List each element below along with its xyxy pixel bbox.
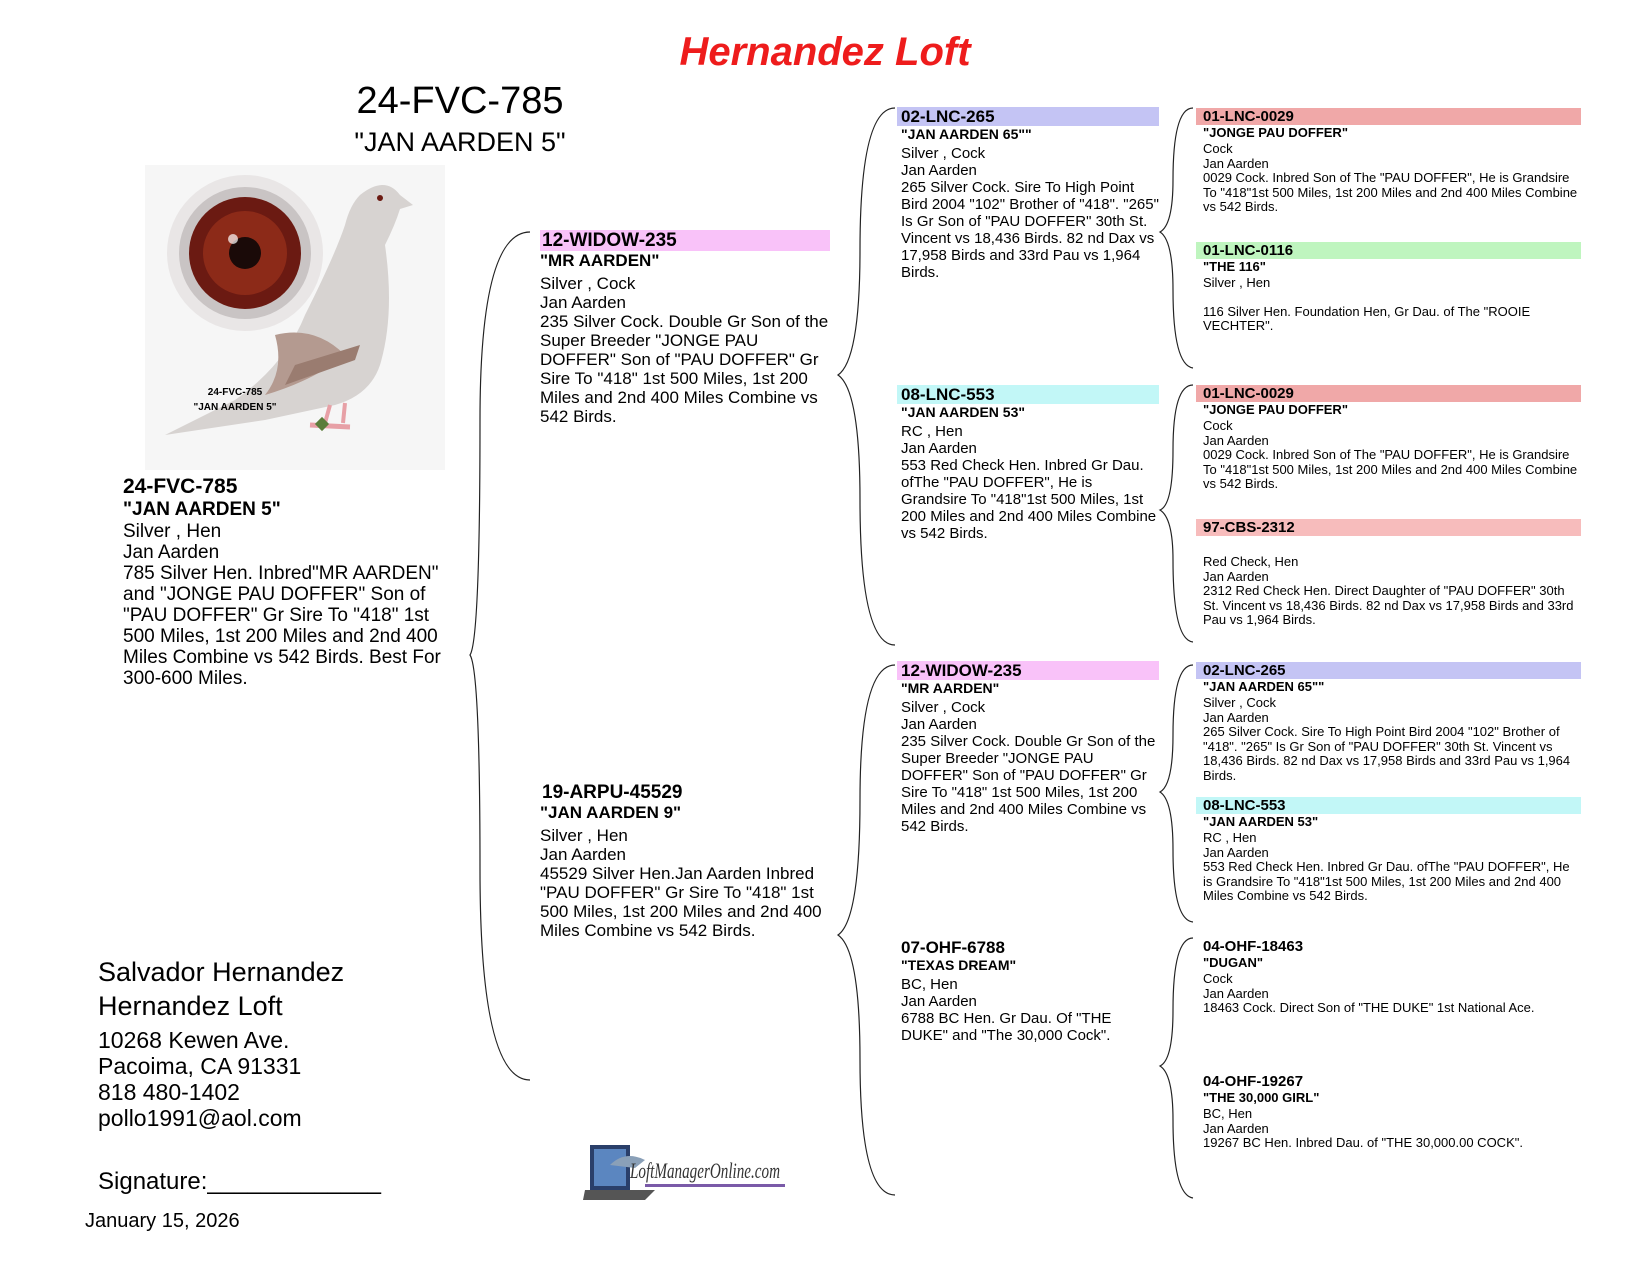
- grandparent-card: [897, 938, 1159, 1044]
- great-grandparent-band: 97-CBS-2312: [1196, 519, 1581, 536]
- great-grandparent-name: "DUGAN": [1203, 955, 1263, 970]
- great-grandparent-notes: 18463 Cock. Direct Son of "THE DUKE" 1st National Ace.: [1203, 1000, 1535, 1015]
- great-grandparent-name: "JAN AARDEN 65"": [1203, 679, 1325, 694]
- great-grandparent-band: 01-LNC-0029: [1196, 385, 1581, 402]
- grandparent-color-sex: RC , Hen: [901, 423, 963, 440]
- sire-breeder: Jan Aarden: [540, 293, 627, 312]
- grandparent-notes: 265 Silver Cock. Sire To High Point Bird 2004 "102" Brother of "418". "265" Is Gr Son of "PAU DOFFER" 30th St. Vincent vs 18,436 Birds. 82 nd Dax vs 17,958 Birds and 33rd Pau vs 1,964 Birds.: [901, 179, 1159, 281]
- great-grandparent-breeder: Jan Aarden: [1203, 432, 1269, 448]
- dam-color-sex: Silver , Hen: [540, 826, 628, 845]
- great-grandparent-band: 08-LNC-553: [1196, 797, 1581, 814]
- great-grandparent-card: [1196, 385, 1581, 492]
- grandparent-color-sex: BC, Hen: [901, 976, 958, 993]
- great-grandparent-color-sex: RC , Hen: [1203, 830, 1257, 845]
- great-grandparent-band: 02-LNC-265: [1196, 662, 1581, 679]
- grandparent-notes: 6788 BC Hen. Gr Dau. Of "THE DUKE" and "The 30,000 Cock".: [901, 1010, 1112, 1044]
- subject-breeder: Jan Aarden: [123, 542, 220, 563]
- subject-notes: 785 Silver Hen. Inbred"MR AARDEN" and "JONGE PAU DOFFER" Son of "PAU DOFFER" Gr Sire To "418" 1st 500 Miles, 1st 200 Miles and 2nd 400 Miles Combine vs 542 Birds. Best For 300-600 Miles.: [123, 563, 441, 689]
- dam-name: "JAN AARDEN 9": [540, 803, 682, 822]
- bracket-gp3: [1160, 665, 1193, 922]
- great-grandparent-band: 04-OHF-18463: [1203, 938, 1304, 955]
- grandparent-band: 12-WIDOW-235: [897, 661, 1159, 680]
- owner-city: Pacoima, CA 91331: [98, 1053, 302, 1079]
- great-grandparent-band: 04-OHF-19267: [1203, 1073, 1304, 1090]
- grandparent-name: "JAN AARDEN 53": [901, 404, 1026, 420]
- great-grandparent-breeder: Jan Aarden: [1203, 568, 1269, 584]
- sire-notes: 235 Silver Cock. Double Gr Son of the Super Breeder "JONGE PAU DOFFER" Son of "PAU DOFFER" Gr Sire To "418" 1st 500 Miles, 1st 200 Miles and 2nd 400 Miles Combine vs 542 Birds.: [540, 312, 829, 426]
- dam-band: 19-ARPU-45529: [542, 782, 683, 803]
- great-grandparent-color-sex: Red Check, Hen: [1203, 554, 1299, 569]
- grandparent-notes: 553 Red Check Hen. Inbred Gr Dau. ofThe "PAU DOFFER", He is Grandsire To "418"1st 500 Miles, 1st 200 Miles and 2nd 400 Miles Combine vs 542 Birds.: [901, 457, 1157, 542]
- bracket-dam: [838, 665, 895, 1195]
- great-grandparent-card: [1196, 938, 1581, 1016]
- great-grandparent-breeder: Jan Aarden: [1203, 985, 1269, 1001]
- grandparent-color-sex: Silver , Cock: [901, 699, 986, 716]
- grandparent-name: "JAN AARDEN 65"": [901, 126, 1032, 142]
- photo-caption-name: "JAN AARDEN 5": [193, 402, 277, 413]
- great-grandparent-notes: 0029 Cock. Inbred Son of The "PAU DOFFER", He is Grandsire To "418"1st 500 Miles, 1st 200 Miles and 2nd 400 Miles Combine vs 542 Birds.: [1203, 170, 1578, 214]
- grandparent-card: [897, 107, 1159, 281]
- great-grandparent-name: [1196, 536, 1581, 551]
- sire-name: "MR AARDEN": [540, 251, 660, 270]
- great-grandparent-color-sex: Cock: [1203, 971, 1233, 986]
- subject-name: "JAN AARDEN 5": [123, 499, 281, 520]
- bracket-gp1: [1160, 108, 1193, 368]
- great-grandparent-breeder: [1196, 291, 1581, 305]
- great-grandparent-name: "JONGE PAU DOFFER": [1203, 402, 1348, 417]
- great-grandparent-notes: 265 Silver Cock. Sire To High Point Bird 2004 "102" Brother of "418". "265" Is Gr Son of "PAU DOFFER" 30th St. Vincent vs 18,436 Birds. 82 nd Dax vs 17,958 Birds and 33rd Pau vs 1,964 Birds.: [1203, 724, 1571, 783]
- owner-address: 10268 Kewen Ave.: [98, 1027, 290, 1053]
- bracket-subject: [470, 232, 530, 1080]
- owner-loft: Hernandez Loft: [98, 991, 283, 1021]
- grandparent-breeder: Jan Aarden: [901, 162, 977, 179]
- logo-text: LoftManagerOnline.com: [629, 1158, 780, 1183]
- great-grandparent-card: [1196, 242, 1581, 334]
- great-grandparent-notes: 0029 Cock. Inbred Son of The "PAU DOFFER", He is Grandsire To "418"1st 500 Miles, 1st 200 Miles and 2nd 400 Miles Combine vs 542 Birds.: [1203, 447, 1578, 491]
- great-grandparent-card: [1196, 519, 1581, 628]
- loft-title: Hernandez Loft: [679, 30, 971, 74]
- dam-card: [540, 782, 830, 940]
- grandparent-band: 08-LNC-553: [897, 385, 1159, 404]
- great-grandparent-breeder: Jan Aarden: [1203, 1120, 1269, 1136]
- photo-caption-band: 24-FVC-785: [207, 387, 263, 398]
- great-grandparent-notes: 2312 Red Check Hen. Direct Daughter of "PAU DOFFER" 30th St. Vincent vs 18,436 Birds. 82 nd Dax vs 17,958 Birds and 33rd Pau vs 1,964 Birds.: [1203, 583, 1574, 627]
- great-grandparent-card: [1196, 108, 1581, 215]
- great-grandparent-notes: 116 Silver Hen. Foundation Hen, Gr Dau. of The "ROOIE VECHTER".: [1203, 303, 1531, 333]
- great-grandparent-name: "JAN AARDEN 53": [1203, 814, 1319, 829]
- great-grandparent-card: [1196, 662, 1581, 783]
- subject-band-heading: 24-FVC-785: [356, 80, 564, 122]
- great-grandparent-breeder: Jan Aarden: [1203, 844, 1269, 860]
- signature-line: Signature:_____________: [98, 1168, 381, 1195]
- owner-phone: 818 480-1402: [98, 1079, 240, 1105]
- bracket-sire: [838, 108, 895, 645]
- grandparent-band: 07-OHF-6788: [901, 938, 1005, 957]
- dam-breeder: Jan Aarden: [540, 845, 627, 864]
- sire-color-sex: Silver , Cock: [540, 274, 636, 293]
- sire-band: 12-WIDOW-235: [540, 230, 830, 251]
- grandparent-breeder: Jan Aarden: [901, 993, 977, 1010]
- grandparent-breeder: Jan Aarden: [901, 440, 977, 457]
- great-grandparent-band: 01-LNC-0116: [1196, 242, 1581, 259]
- great-grandparent-notes: 553 Red Check Hen. Inbred Gr Dau. ofThe "PAU DOFFER", He is Grandsire To "418"1st 500 Miles, 1st 200 Miles and 2nd 400 Miles Combine vs 542 Birds.: [1203, 859, 1570, 903]
- owner-name: Salvador Hernandez: [98, 957, 345, 987]
- grandparent-color-sex: Silver , Cock: [901, 145, 986, 162]
- great-grandparent-color-sex: BC, Hen: [1203, 1106, 1253, 1121]
- grandparent-card: [897, 661, 1159, 835]
- great-grandparent-name: "JONGE PAU DOFFER": [1203, 125, 1348, 140]
- sire-card: [540, 230, 830, 426]
- great-grandparent-card: [1196, 1073, 1581, 1151]
- great-grandparent-color-sex: Silver , Hen: [1203, 275, 1271, 290]
- grandparent-breeder: Jan Aarden: [901, 716, 977, 733]
- print-date: January 15, 2026: [85, 1210, 240, 1232]
- dam-notes: 45529 Silver Hen.Jan Aarden Inbred "PAU DOFFER" Gr Sire To "418" 1st 500 Miles, 1st 200 Miles and 2nd 400 Miles Combine vs 542 Birds.: [540, 864, 822, 940]
- great-grandparent-name: "THE 116": [1203, 259, 1266, 274]
- subject-color-sex: Silver , Hen: [123, 521, 222, 542]
- grandparent-card: [897, 385, 1159, 542]
- great-grandparent-breeder: Jan Aarden: [1203, 709, 1269, 725]
- owner-email: pollo1991@aol.com: [98, 1105, 302, 1131]
- great-grandparent-breeder: Jan Aarden: [1203, 155, 1269, 171]
- great-grandparent-color-sex: Cock: [1203, 141, 1233, 156]
- great-grandparent-band: 01-LNC-0029: [1196, 108, 1581, 125]
- subject-band: 24-FVC-785: [123, 475, 238, 498]
- bracket-gp2: [1160, 385, 1193, 642]
- great-grandparent-color-sex: Silver , Cock: [1203, 695, 1276, 710]
- bracket-gp4: [1160, 938, 1193, 1198]
- great-grandparent-card: [1196, 797, 1581, 904]
- great-grandparent-notes: 19267 BC Hen. Inbred Dau. of "THE 30,000.00 COCK".: [1203, 1135, 1523, 1150]
- grandparent-band: 02-LNC-265: [897, 107, 1159, 126]
- subject-name-heading: "JAN AARDEN 5": [354, 127, 566, 157]
- grandparent-notes: 235 Silver Cock. Double Gr Son of the Super Breeder "JONGE PAU DOFFER" Son of "PAU DOFFER" Gr Sire To "418" 1st 500 Miles, 1st 200 Miles and 2nd 400 Miles Combine vs 542 Birds.: [901, 733, 1156, 835]
- great-grandparent-name: "THE 30,000 GIRL": [1203, 1090, 1320, 1105]
- grandparent-name: "MR AARDEN": [901, 680, 1000, 696]
- great-grandparent-color-sex: Cock: [1203, 418, 1233, 433]
- grandparent-name: "TEXAS DREAM": [901, 957, 1017, 973]
